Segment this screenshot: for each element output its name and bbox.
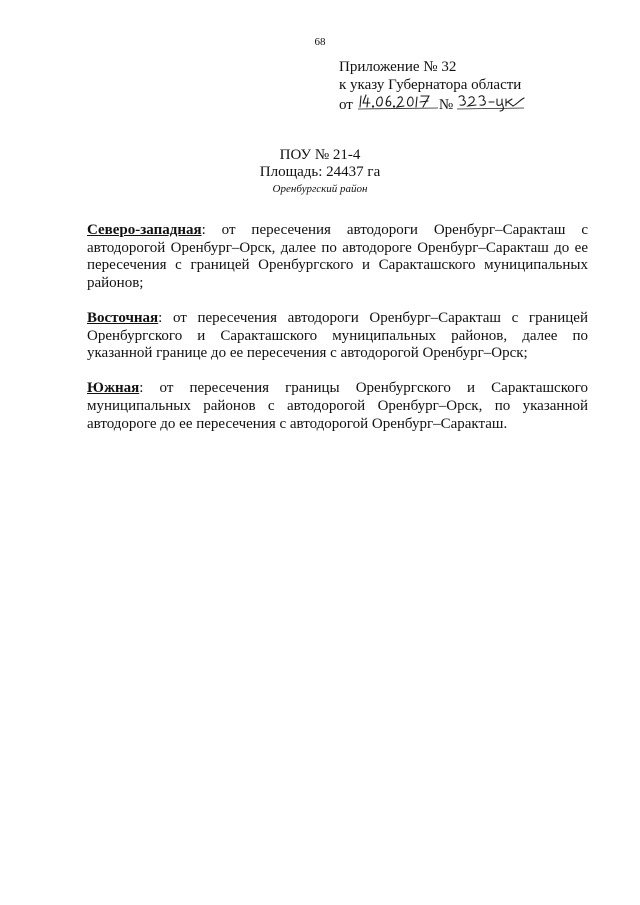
page-number: 68 <box>314 36 326 48</box>
document-header <box>0 147 640 197</box>
handwritten-date <box>357 94 439 109</box>
boundary-east <box>87 310 588 363</box>
appendix-title: Приложение № 32 <box>339 59 457 75</box>
document-title: ПОУ № 21-4 <box>279 147 361 163</box>
boundary-south-text: : от пересечения границы Оренбургского и Саракташского муниципальных районов с автодорогой Оренбург–Орск, по указанной автодороге до ее пересечения с автодорогой Оренбург–Саракташ. <box>87 380 588 432</box>
document-district: Оренбургский район <box>272 183 368 195</box>
boundary-descriptions <box>87 222 588 451</box>
boundary-northwest-label: Северо-западная <box>87 222 202 238</box>
boundary-south-label: Южная <box>87 380 140 397</box>
document-area: Площадь: 24437 га <box>259 164 381 180</box>
appendix-block <box>339 58 599 114</box>
handwritten-number-signature <box>456 92 528 112</box>
boundary-east-label: Восточная <box>87 309 159 326</box>
boundary-northwest <box>87 222 588 292</box>
boundary-south <box>87 380 588 433</box>
appendix-number-sign: № <box>438 97 454 113</box>
appendix-from-label: от <box>339 97 353 113</box>
appendix-decree-ref: к указу Губернатора области <box>339 77 522 93</box>
boundary-east-text: : от пересечения автодороги Оренбург–Саракташ с границей Оренбургского и Саракташского муниципальных районов, далее по указанной границе до ее пересечения с автодорогой Оренбург–Орск; <box>87 309 588 362</box>
handwritten-number <box>456 94 528 109</box>
boundary-northwest-text: : от пересечения автодороги Оренбург–Саракташ с автодорогой Оренбург–Орск, далее по автодороге Оренбург–Саракташ до ее пересечения с границей Оренбургского и Саракташского муниципальных районов; <box>87 222 588 291</box>
handwritten-date-signature <box>357 92 439 112</box>
appendix-date-line <box>339 94 599 114</box>
